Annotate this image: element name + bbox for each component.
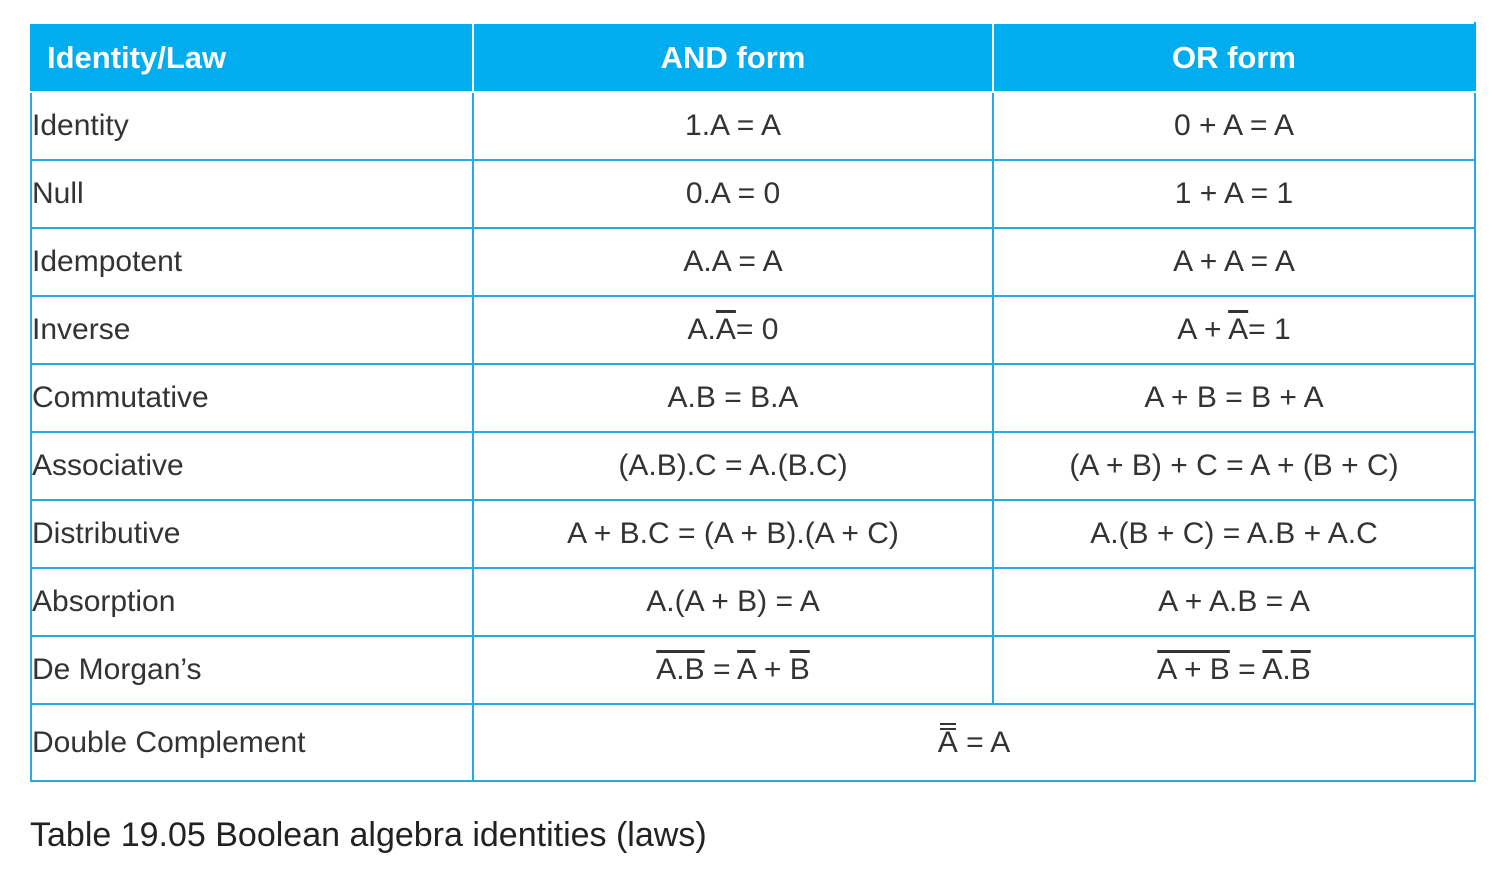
complement-term: $\overline{A}$: [715, 313, 736, 346]
table-row: [31, 296, 1475, 364]
table-row: [31, 568, 1475, 636]
table-row: [31, 364, 1475, 432]
table-row: [31, 160, 1475, 228]
combined-formula: [473, 704, 1475, 781]
law-name: De Morgan’s: [31, 636, 473, 704]
table-row: [31, 92, 1475, 160]
and-formula: 1.A = A: [473, 92, 993, 160]
or-formula: [993, 296, 1475, 364]
complement-term: A + B: [1157, 653, 1230, 686]
or-formula: 0 + A = A: [993, 92, 1475, 160]
and-formula: A.(A + B) = A: [473, 568, 993, 636]
or-formula: A + A = A: [993, 228, 1475, 296]
law-name: Idempotent: [31, 228, 473, 296]
header-row: [31, 23, 1475, 92]
law-name: Null: [31, 160, 473, 228]
law-name: Double Complement: [31, 704, 473, 781]
complement-term: $\overline{A}$: [1228, 313, 1249, 346]
and-formula: A.A = A: [473, 228, 993, 296]
formula-part: =: [704, 653, 738, 686]
double-complement-term: A: [937, 725, 958, 759]
formula-part: = A: [957, 725, 1011, 759]
and-formula: 0.A = 0: [473, 160, 993, 228]
and-formula: A.B = B.A: [473, 364, 993, 432]
header-or-form: OR form: [993, 23, 1475, 92]
formula-part: = 0: [735, 313, 779, 346]
and-formula: [473, 296, 993, 364]
complement-term: A.B: [656, 653, 705, 686]
complement-term: $\overline{B}$: [789, 653, 810, 686]
or-formula: A + A.B = A: [993, 568, 1475, 636]
formula-part: +: [755, 653, 790, 686]
formula-part: .: [1282, 653, 1291, 686]
complement-term: $\overline{A}$: [737, 653, 756, 686]
and-formula: [473, 636, 993, 704]
or-formula: A.(B + C) = A.B + A.C: [993, 500, 1475, 568]
header-and-form: AND form: [473, 23, 993, 92]
formula-part: =: [1229, 653, 1263, 686]
and-formula: A + B.C = (A + B).(A + C): [473, 500, 993, 568]
law-name: Identity: [31, 92, 473, 160]
table-row: [31, 228, 1475, 296]
law-name: Associative: [31, 432, 473, 500]
law-name: Inverse: [31, 296, 473, 364]
table-row: [31, 704, 1475, 781]
table-row: [31, 636, 1475, 704]
formula-part: A.: [687, 313, 716, 346]
or-formula: A + B = B + A: [993, 364, 1475, 432]
or-formula: [993, 636, 1475, 704]
and-formula: (A.B).C = A.(B.C): [473, 432, 993, 500]
boolean-laws-table-container: [30, 22, 1474, 782]
law-name: Commutative: [31, 364, 473, 432]
complement-term: $\overline{B}$: [1290, 653, 1311, 686]
or-formula: 1 + A = 1: [993, 160, 1475, 228]
formula-part: = 1: [1248, 313, 1291, 346]
table-caption: Table 19.05 Boolean algebra identities (laws): [30, 816, 707, 854]
law-name: Absorption: [31, 568, 473, 636]
table-row: [31, 500, 1475, 568]
complement-term: $\overline{A}$: [1262, 653, 1283, 686]
table-row: [31, 432, 1475, 500]
law-name: Distributive: [31, 500, 473, 568]
or-formula: (A + B) + C = A + (B + C): [993, 432, 1475, 500]
formula-part: A +: [1177, 313, 1229, 346]
header-identity-law: Identity/Law: [31, 23, 473, 92]
boolean-laws-table: [30, 22, 1476, 782]
